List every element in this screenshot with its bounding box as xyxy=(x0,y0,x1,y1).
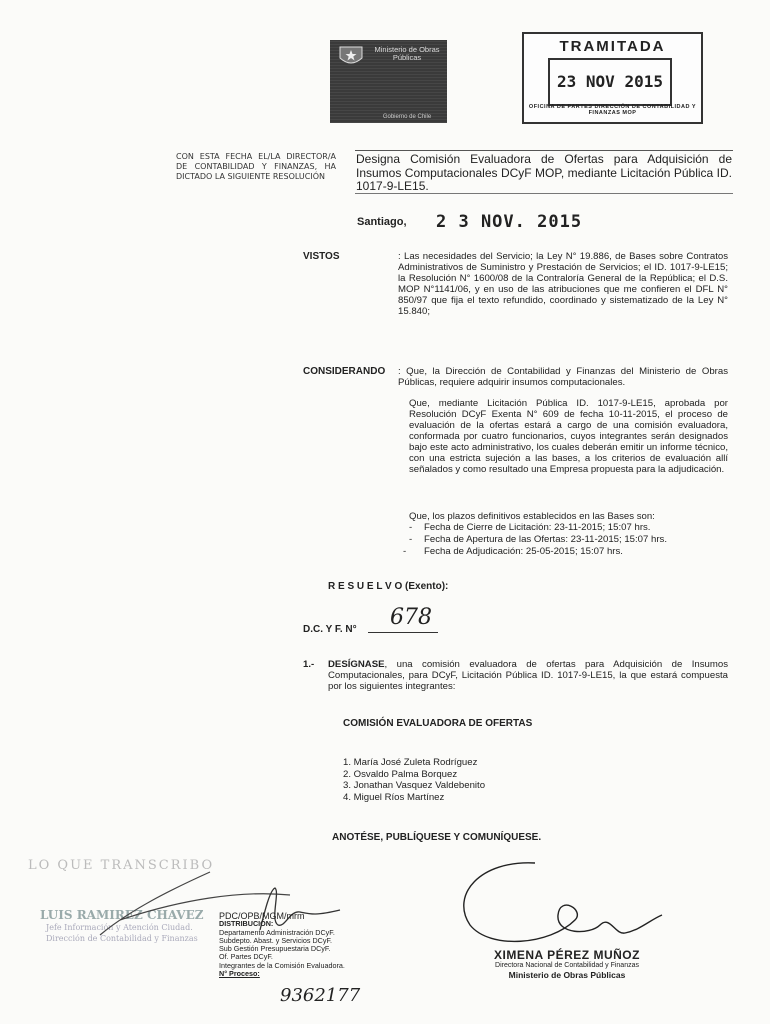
member-item: 2. Osvaldo Palma Borquez xyxy=(343,768,458,780)
distribution-item: Of. Partes DCyF. xyxy=(219,952,273,962)
logo-government-text: Gobierno de Chile xyxy=(382,114,432,120)
signer-name: XIMENA PÉREZ MUÑOZ xyxy=(494,948,640,962)
subject-top-rule xyxy=(355,150,733,151)
vistos-label: VISTOS xyxy=(303,251,340,262)
subject-bottom-rule xyxy=(355,193,733,194)
chile-crest-icon xyxy=(336,44,366,70)
resuelvo-heading: R E S U E L V O (Exento): xyxy=(328,581,449,592)
vistos-text: : Las necesidades del Servicio; la Ley N° 19.886, de Bases sobre Contratos Administrativos de Suministro y Prestación de Servicios; el ID. 1017-9-LE15; la Resolución N° 1600/08 de la Contraloría General de la República; el D.S. MOP N°1141/06, y en uso de las atribuciones que me confieren el DFL N° 850/97 que fija el texto refundido, coordinado y sistematizado de la Ley N° 15.840; xyxy=(398,251,728,317)
member-item: 3. Jonathan Vasquez Valdebenito xyxy=(343,780,486,791)
member-item: 1. María José Zuleta Rodríguez xyxy=(343,757,478,768)
deadline-item-1: Fecha de Cierre de Licitación: 23-11-2015; 15:07 hrs. xyxy=(424,522,651,533)
stamp-title: TRAMITADA xyxy=(559,38,666,55)
item-body: , una comisión evaluadora de ofertas para Adquisición de Insumos Computacionales, para DCyF, Licitación Pública ID. 1017-9-LE15, la que estará compuesta por los siguientes integrantes: xyxy=(328,659,728,692)
distribution-heading: DISTRIBUCIÓN: xyxy=(219,919,274,929)
committee-members xyxy=(343,757,485,803)
director-signature xyxy=(440,855,670,950)
process-label: N° Proceso: xyxy=(219,969,260,979)
distribution-item: Sub Gestión Presupuestaria DCyF. xyxy=(219,944,331,954)
deadline-dash-3: - xyxy=(403,546,407,557)
faded-stamp-line2: LUIS RAMIREZ CHAVEZ xyxy=(40,908,204,922)
signer-ministry: Ministerio de Obras Públicas xyxy=(508,970,626,980)
considerando-p3: Que, los plazos definitivos establecidos en las Bases son: xyxy=(409,511,655,522)
resolution-intro: CON ESTA FECHA EL/LA DIRECTOR/A DE CONTABILIDAD Y FINANZAS, HA DICTADO LA SIGUIENTE RESOLUCIÓN xyxy=(176,152,336,181)
stamp-office: OFICINA DE PARTES DIRECCIÓN DE CONTABILIDAD Y FINANZAS MOP xyxy=(528,104,697,116)
faded-stamp-line3: Jefe Información y Atención Ciudad. xyxy=(46,923,193,932)
item-number: 1.- xyxy=(303,659,315,670)
mop-logo xyxy=(330,40,447,123)
logo-ministry-text: Ministerio de Obras Públicas xyxy=(374,45,440,62)
faded-stamp-line4: Dirección de Contabilidad y Finanzas xyxy=(46,934,198,943)
tramitada-stamp xyxy=(522,32,703,124)
place-label: Santiago, xyxy=(357,216,407,228)
distribution-initials: PDC/OPB/MGM/mrm xyxy=(219,911,305,921)
stamp-date: 23 NOV 2015 xyxy=(557,72,663,91)
stamp-date-box xyxy=(548,58,672,106)
dcyf-number-line xyxy=(368,632,438,633)
considerando-label: CONSIDERANDO xyxy=(303,366,386,377)
distribution-item: Departamento Administración DCyF. xyxy=(219,927,335,937)
signer-role: Directora Nacional de Contabilidad y Finanzas xyxy=(495,962,639,969)
deadline-dash-2: - xyxy=(409,534,413,545)
distribution-item: Subdepto. Abast. y Servicios DCyF. xyxy=(219,935,333,945)
committee-title: COMISIÓN EVALUADORA DE OFERTAS xyxy=(343,718,533,729)
resolution-subject: Designa Comisión Evaluadora de Ofertas para Adquisición de Insumos Computacionales DCyF MOP, mediante Licitación Pública ID. 1017-9-LE15. xyxy=(356,152,732,193)
closing-formula: ANOTÉSE, PUBLÍQUESE Y COMUNÍQUESE. xyxy=(332,832,542,843)
deadline-item-3: Fecha de Adjudicación: 25-05-2015; 15:07 hrs. xyxy=(424,546,623,557)
deadline-dash-1: - xyxy=(409,522,413,533)
distribution-item: Integrantes de la Comisión Evaluadora. xyxy=(219,960,345,970)
member-item: 4. Miguel Ríos Martínez xyxy=(343,791,445,803)
signer-block xyxy=(472,948,662,980)
considerando-p1: : Que, la Dirección de Contabilidad y Finanzas del Ministerio de Obras Públicas, requiere adquirir insumos computacionales. xyxy=(398,366,728,388)
item-text xyxy=(328,659,728,692)
distribution-block xyxy=(219,912,345,978)
faded-stamp-line1: LO QUE TRANSCRIBO xyxy=(28,858,215,873)
dcyf-label: D.C. Y F. N° xyxy=(303,624,357,635)
process-number: 9362177 xyxy=(280,985,361,1006)
place-date: 2 3 NOV. 2015 xyxy=(436,212,583,232)
deadline-item-2: Fecha de Apertura de las Ofertas: 23-11-2015; 15:07 hrs. xyxy=(424,534,668,545)
item-keyword: DESÍGNASE xyxy=(328,659,385,670)
dcyf-number: 678 xyxy=(390,605,432,630)
considerando-p2: Que, mediante Licitación Pública ID. 1017-9-LE15, aprobada por Resolución DCyF Exenta N° 609 de fecha 10-11-2015, el proceso de evaluación de la ofertas estará a cargo de una comisión evaluadora, conformada por cuatro funcionarios, cuyos integrantes serán designados bajo este acto administrativo, los cuales deberán emitir un informe técnico, con una estricta sujeción a las bases, a los criterios de evaluación allí señalados y como resultado una Empresa propuesta para la adjudicación. xyxy=(409,398,728,475)
